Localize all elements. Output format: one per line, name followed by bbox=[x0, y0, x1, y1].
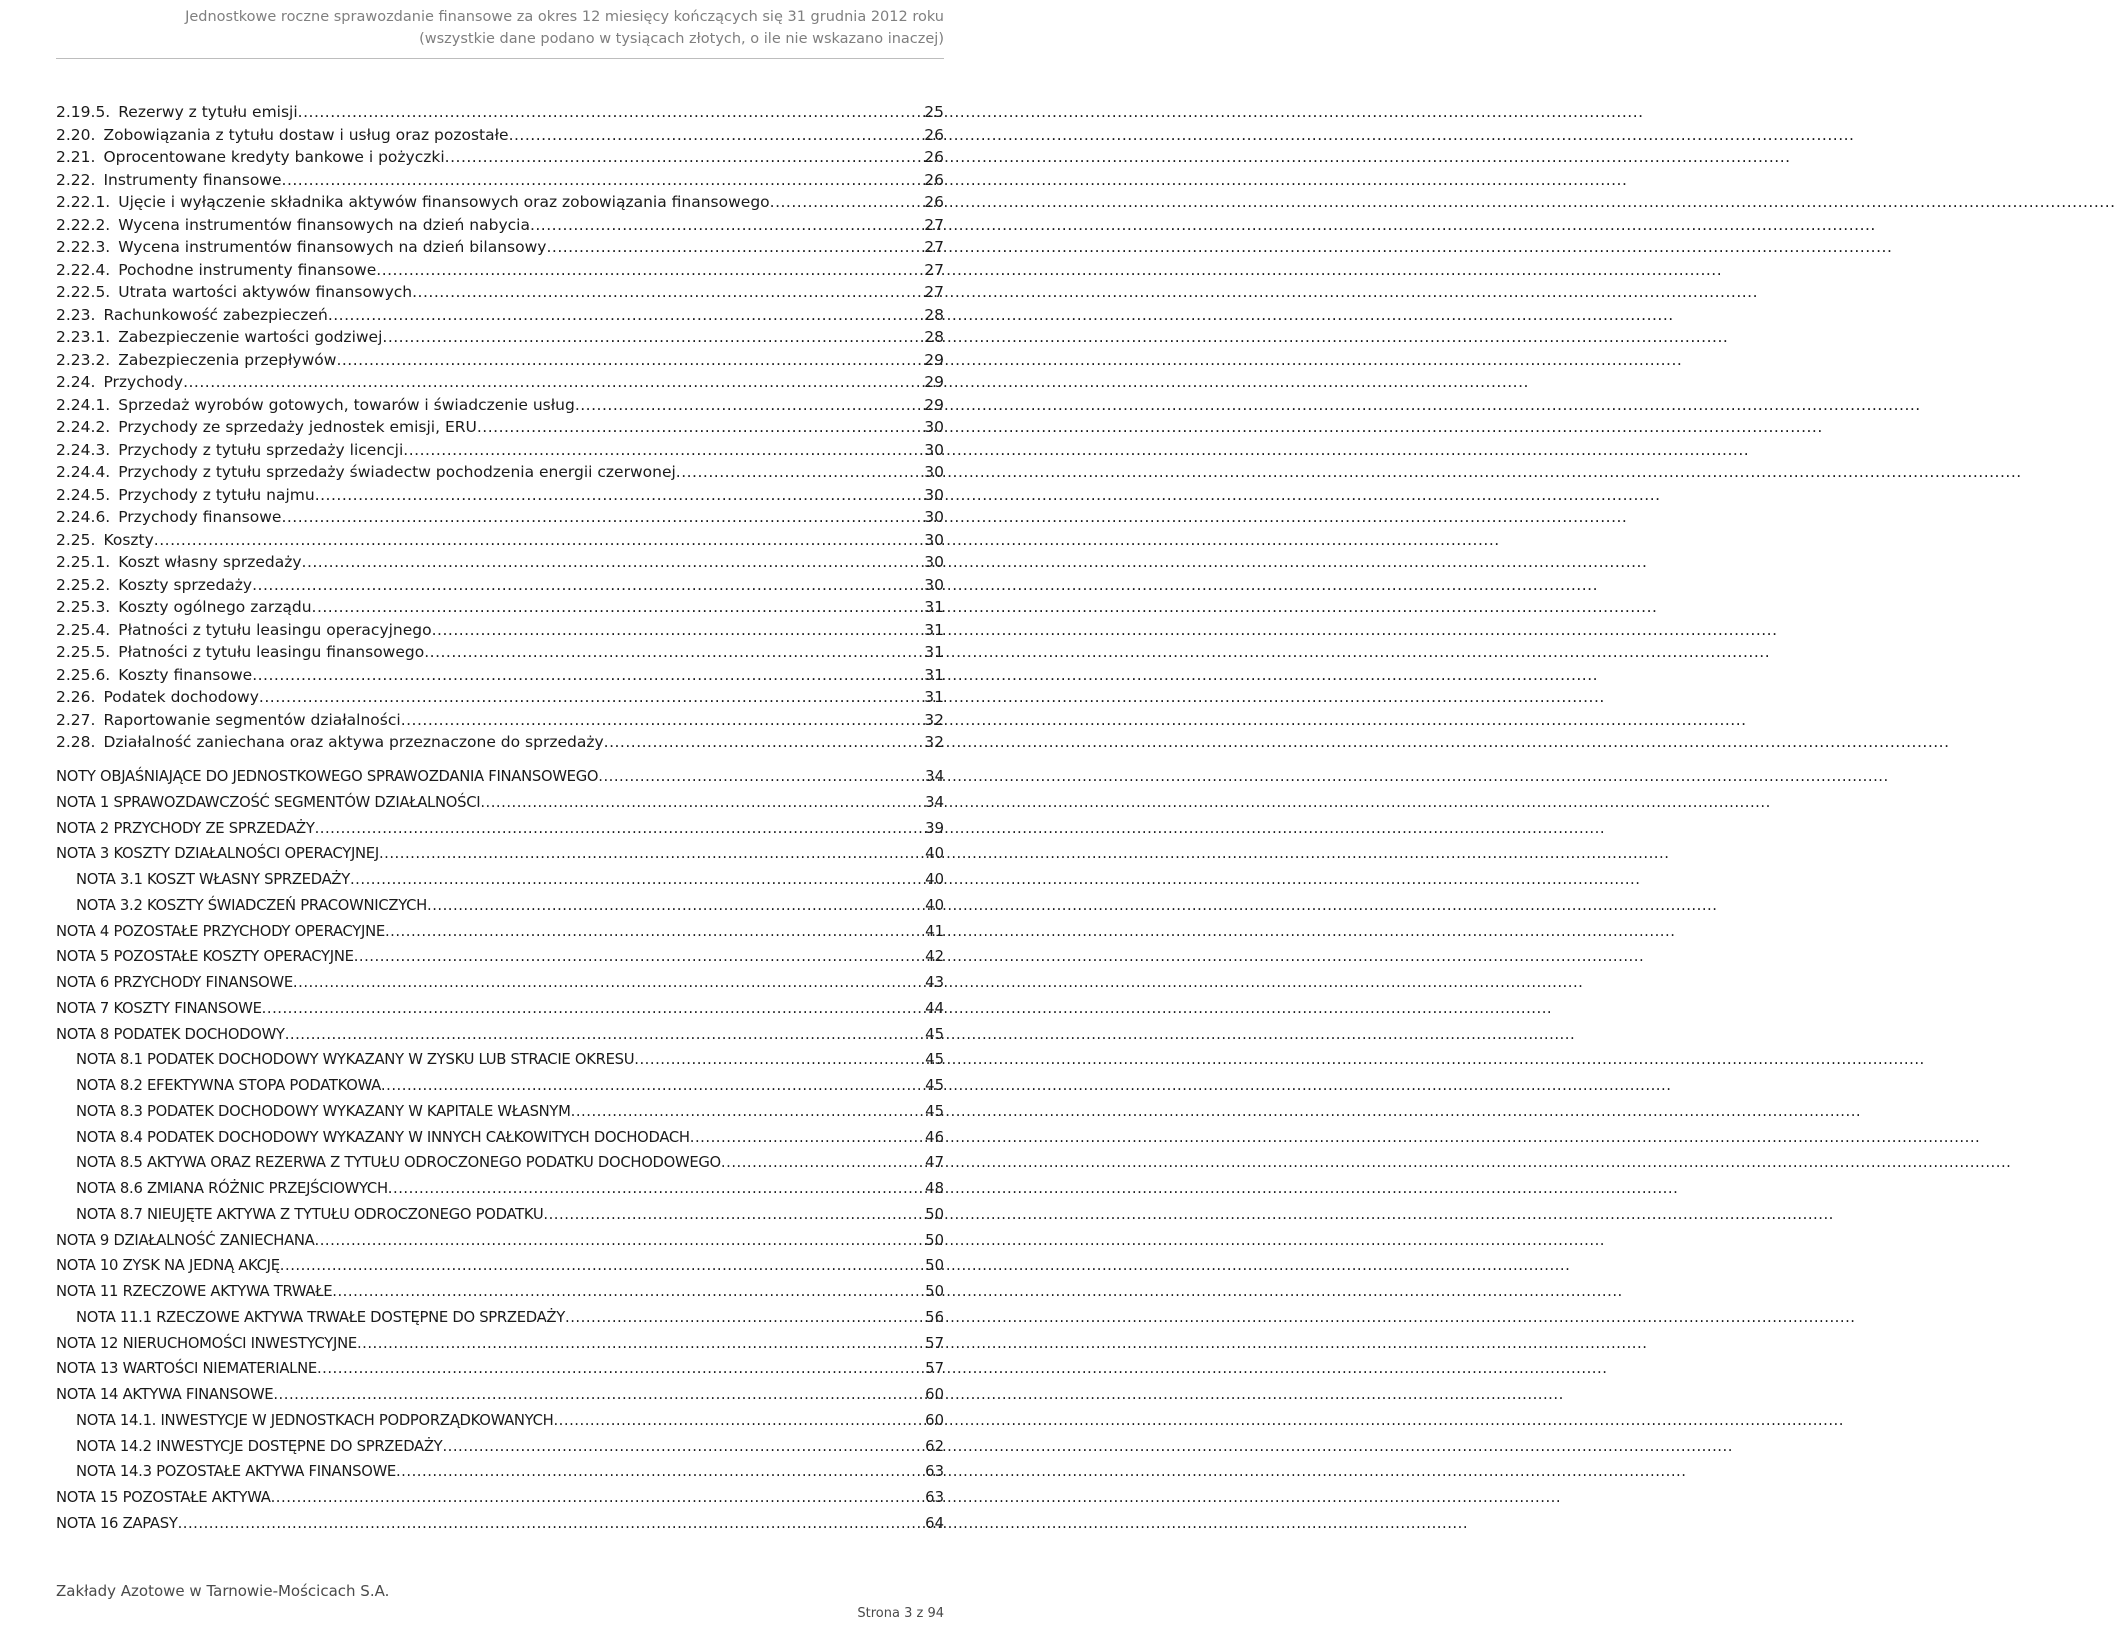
toc-entry[interactable] bbox=[76, 1178, 944, 1200]
toc-entry-page: 45 bbox=[925, 1077, 944, 1094]
toc-entry-page: 31 bbox=[924, 643, 944, 661]
toc-entry-title: NOTA 8.5 AKTYWA ORAZ REZERWA Z TYTUŁU ODROCZONEGO PODATKU DOCHODOWEGO bbox=[76, 1154, 721, 1172]
toc-entry-number: 2.24.5. bbox=[56, 485, 111, 504]
toc-entry[interactable] bbox=[56, 1255, 944, 1277]
toc-entry-title: Działalność zaniechana oraz aktywa przeznaczone do sprzedaży bbox=[103, 733, 604, 751]
toc-entry-page: 50 bbox=[925, 1231, 944, 1249]
toc-entry-page: 63 bbox=[925, 1489, 944, 1506]
toc-leader-dots bbox=[575, 394, 922, 416]
toc-entry-page: 27 bbox=[924, 283, 944, 301]
toc-leader-dots bbox=[509, 124, 923, 146]
toc-entry-page: 27 bbox=[924, 238, 944, 256]
toc-entry-title: NOTA 8.4 PODATEK DOCHODOWY WYKAZANY W INNYCH CAŁKOWITYCH DOCHODACH bbox=[76, 1128, 690, 1146]
toc-entry-title: NOTA 8.1 PODATEK DOCHODOWY WYKAZANY W ZYSKU LUB STRACIE OKRESU bbox=[76, 1051, 635, 1069]
toc-leader-dots bbox=[259, 686, 922, 708]
toc-entry-number: 2.23.1. bbox=[56, 328, 111, 346]
toc-leader-dots bbox=[281, 506, 922, 528]
toc-entry-number: 2.28. bbox=[56, 733, 96, 751]
toc-leader-dots bbox=[571, 1101, 924, 1123]
toc-entry-page: 26 bbox=[924, 170, 944, 189]
toc-entry-page: 64 bbox=[925, 1514, 944, 1532]
toc-entry-page: 30 bbox=[924, 440, 944, 459]
toc-entry[interactable] bbox=[56, 529, 944, 551]
toc-entry[interactable] bbox=[56, 1513, 944, 1535]
toc-entry-page: 57 bbox=[925, 1360, 944, 1378]
toc-leader-dots bbox=[317, 1358, 923, 1380]
toc-leader-dots bbox=[388, 1178, 923, 1200]
toc-entry-page: 34 bbox=[925, 793, 944, 811]
toc-entry-title: Zobowiązania z tytułu dostaw i usług oraz pozostałe bbox=[103, 125, 509, 144]
toc-entry-number: 2.25.5. bbox=[56, 643, 111, 661]
toc-entry-page: 31 bbox=[924, 620, 944, 639]
toc-entry-title: Przychody z tytułu najmu bbox=[118, 485, 315, 504]
toc-leader-dots bbox=[424, 641, 922, 663]
toc-leader-dots bbox=[412, 281, 922, 303]
toc-entry-title: NOTA 8.2 EFEKTYWNA STOPA PODATKOWA bbox=[76, 1077, 381, 1094]
toc-entry[interactable] bbox=[56, 439, 944, 461]
toc-entry[interactable] bbox=[56, 461, 944, 483]
toc-entry-title: NOTA 8.6 ZMIANA RÓŻNIC PRZEJŚCIOWYCH bbox=[76, 1180, 388, 1197]
toc-leader-dots bbox=[396, 1461, 923, 1483]
toc-entry-title: NOTY OBJAŚNIAJĄCE DO JEDNOSTKOWEGO SPRAWOZDANIA FINANSOWEGO bbox=[56, 768, 599, 785]
toc-leader-dots bbox=[293, 972, 923, 994]
toc-entry-title: Instrumenty finansowe bbox=[103, 170, 282, 189]
toc-entry-page: 31 bbox=[924, 688, 944, 706]
toc-entry-number: 2.22.5. bbox=[56, 283, 111, 301]
toc-entry-title: NOTA 8.3 PODATEK DOCHODOWY WYKAZANY W KAPITALE WŁASNYM bbox=[76, 1102, 571, 1120]
toc-entry-page: 27 bbox=[924, 215, 944, 234]
toc-leader-dots bbox=[332, 1281, 923, 1303]
toc-entry[interactable] bbox=[56, 484, 944, 506]
toc-entry[interactable] bbox=[56, 349, 944, 371]
toc-entry-page: 45 bbox=[925, 1102, 944, 1120]
toc-entry-page: 39 bbox=[925, 819, 944, 837]
toc-entry-title: Sprzedaż wyrobów gotowych, towarów i świadczenie usług bbox=[118, 395, 575, 414]
toc-entry-title: Koszty ogólnego zarządu bbox=[118, 598, 312, 616]
toc-leader-dots bbox=[676, 461, 922, 483]
toc-entry-title: NOTA 6 PRZYCHODY FINANSOWE bbox=[56, 974, 293, 991]
toc-leader-dots bbox=[252, 664, 922, 686]
toc-leader-dots bbox=[598, 766, 923, 788]
toc-entry[interactable] bbox=[56, 574, 944, 596]
toc-entry-number: 2.20. bbox=[56, 125, 96, 144]
toc-entry[interactable] bbox=[56, 371, 944, 393]
toc-leader-dots bbox=[403, 439, 922, 461]
toc-entry-title: NOTA 3.1 KOSZT WŁASNY SPRZEDAŻY bbox=[76, 871, 350, 888]
toc-leader-dots bbox=[376, 259, 922, 281]
toc-entry[interactable] bbox=[56, 1024, 944, 1046]
toc-entry-page: 63 bbox=[925, 1463, 944, 1481]
toc-entry[interactable] bbox=[56, 236, 944, 258]
toc-entry-title: NOTA 14 AKTYWA FINANSOWE bbox=[56, 1386, 274, 1403]
toc-entry-title: Rachunkowość zabezpieczeń bbox=[103, 305, 328, 324]
toc-entry-page: 31 bbox=[924, 665, 944, 684]
toc-entry-title: NOTA 12 NIERUCHOMOŚCI INWESTYCYJNE bbox=[56, 1334, 357, 1352]
toc-entry[interactable] bbox=[76, 1075, 944, 1097]
toc-entry-title: NOTA 8.7 NIEUJĘTE AKTYWA Z TYTUŁU ODROCZONEGO PODATKU bbox=[76, 1205, 544, 1223]
toc-entry-title: NOTA 14.2 INWESTYCJE DOSTĘPNE DO SPRZEDAŻY bbox=[76, 1437, 443, 1455]
toc-entry-title: NOTA 13 WARTOŚCI NIEMATERIALNE bbox=[56, 1360, 317, 1378]
toc-entry-title: Płatności z tytułu leasingu operacyjnego bbox=[118, 620, 432, 639]
toc-entry[interactable] bbox=[56, 124, 944, 146]
toc-entry-number: 2.23. bbox=[56, 305, 96, 324]
toc-entry-page: 57 bbox=[925, 1334, 944, 1352]
toc-leader-dots bbox=[282, 169, 923, 191]
toc-entry-number: 2.24.1. bbox=[56, 395, 111, 414]
toc-leader-dots bbox=[445, 146, 923, 168]
toc-entry-page: 50 bbox=[925, 1257, 944, 1275]
toc-entry-title: Koszty finansowe bbox=[118, 665, 253, 684]
toc-entry-number: 2.22.4. bbox=[56, 260, 111, 279]
toc-entry-page: 43 bbox=[925, 974, 944, 991]
toc-entry[interactable] bbox=[76, 1204, 944, 1226]
toc-entry-page: 50 bbox=[925, 1283, 944, 1300]
toc-leader-dots bbox=[721, 1152, 923, 1174]
toc-entry-page: 30 bbox=[924, 575, 944, 594]
toc-entry-page: 40 bbox=[925, 845, 944, 863]
toc-entry-page: 41 bbox=[925, 922, 944, 940]
toc-leader-dots bbox=[634, 1049, 923, 1071]
toc-entry-number: 2.24.2. bbox=[56, 418, 111, 436]
toc-entry-number: 2.22. bbox=[56, 170, 96, 189]
toc-entry-title: Przychody z tytułu sprzedaży licencji bbox=[118, 440, 404, 459]
toc-entry-number: 2.26. bbox=[56, 688, 96, 706]
toc-entry-page: 42 bbox=[925, 948, 944, 966]
toc-entry-page: 45 bbox=[925, 1025, 944, 1043]
toc-leader-dots bbox=[178, 1513, 924, 1535]
toc-entry[interactable] bbox=[76, 869, 944, 891]
toc-entry-title: NOTA 5 POZOSTAŁE KOSZTY OPERACYJNE bbox=[56, 948, 354, 966]
toc-leader-dots bbox=[328, 304, 922, 326]
toc-leader-dots bbox=[546, 236, 922, 258]
toc-entry[interactable] bbox=[56, 686, 944, 708]
toc-entry-title: Przychody finansowe bbox=[118, 508, 282, 526]
toc-entry-page: 50 bbox=[925, 1205, 944, 1223]
toc-entry[interactable] bbox=[56, 1358, 944, 1380]
toc-entry-number: 2.25.6. bbox=[56, 665, 111, 684]
toc-entry[interactable] bbox=[56, 1487, 944, 1509]
toc-entry-page: 32 bbox=[924, 710, 944, 729]
toc-entry-page: 44 bbox=[925, 999, 944, 1017]
toc-leader-dots bbox=[604, 731, 923, 753]
toc-entry[interactable] bbox=[76, 1152, 944, 1174]
toc-entry-page: 30 bbox=[924, 463, 944, 481]
toc-entry[interactable] bbox=[56, 596, 944, 618]
toc-entry-page: 32 bbox=[924, 733, 944, 751]
toc-entry-title: NOTA 10 ZYSK NA JEDNĄ AKCJĘ bbox=[56, 1257, 280, 1275]
toc-entry-title: NOTA 7 KOSZTY FINANSOWE bbox=[56, 999, 262, 1017]
toc-entry[interactable] bbox=[76, 1101, 944, 1123]
toc-entry-page: 29 bbox=[924, 395, 944, 414]
toc-entry-page: 26 bbox=[924, 193, 944, 211]
toc-entry-number: 2.19.5. bbox=[56, 103, 111, 121]
toc-entry-title: NOTA 11.1 RZECZOWE AKTYWA TRWAŁE DOSTĘPNE DO SPRZEDAŻY bbox=[76, 1308, 566, 1326]
toc-entry[interactable] bbox=[76, 1307, 944, 1329]
toc-entry[interactable] bbox=[56, 619, 944, 641]
toc-entry-number: 2.25. bbox=[56, 530, 96, 549]
toc-entry-title: NOTA 11 RZECZOWE AKTYWA TRWAŁE bbox=[56, 1283, 333, 1300]
toc-leader-dots bbox=[298, 101, 923, 123]
toc-entry-title: Koszt własny sprzedaży bbox=[118, 553, 302, 571]
toc-entry[interactable] bbox=[56, 394, 944, 416]
toc-entry-page: 47 bbox=[925, 1154, 944, 1172]
toc-entry-page: 56 bbox=[925, 1308, 944, 1326]
toc-entry-number: 2.25.4. bbox=[56, 620, 111, 639]
toc-entry-number: 2.24.4. bbox=[56, 463, 111, 481]
toc-entry-page: 27 bbox=[924, 260, 944, 279]
toc-entry[interactable] bbox=[56, 766, 944, 788]
toc-entry[interactable] bbox=[56, 551, 944, 573]
toc-entry-title: Koszty bbox=[103, 530, 154, 549]
toc-leader-dots bbox=[530, 214, 922, 236]
toc-entry[interactable] bbox=[56, 326, 944, 348]
toc-entry-page: 28 bbox=[924, 305, 944, 324]
toc-entry-title: NOTA 14.3 POZOSTAŁE AKTYWA FINANSOWE bbox=[76, 1463, 396, 1481]
header-title: Jednostkowe roczne sprawozdanie finansowe za okres 12 miesięcy kończących się 31 grudnia 2012 roku bbox=[185, 9, 944, 25]
toc-entry-page: 48 bbox=[925, 1180, 944, 1197]
toc-entry-page: 60 bbox=[925, 1386, 944, 1403]
toc-leader-dots bbox=[565, 1307, 923, 1329]
toc-entry-title: Ujęcie i wyłączenie składnika aktywów finansowych oraz zobowiązania finansowego bbox=[118, 193, 770, 211]
toc-entry[interactable] bbox=[76, 1049, 944, 1071]
toc-entry[interactable] bbox=[76, 1410, 944, 1432]
toc-entry-title: Wycena instrumentów finansowych na dzień bilansowy bbox=[118, 238, 547, 256]
toc-entry-title: Pochodne instrumenty finansowe bbox=[118, 260, 377, 279]
toc-entry-page: 29 bbox=[924, 350, 944, 369]
toc-leader-dots bbox=[357, 1333, 923, 1355]
toc-entry-page: 25 bbox=[924, 103, 944, 121]
toc-entry-title: Oprocentowane kredyty bankowe i pożyczki bbox=[103, 148, 445, 166]
toc-entry[interactable] bbox=[56, 843, 944, 865]
toc-leader-dots bbox=[354, 946, 923, 968]
toc-entry-page: 45 bbox=[925, 1051, 944, 1069]
toc-leader-dots bbox=[379, 843, 923, 865]
toc-leader-dots bbox=[262, 998, 924, 1020]
toc-leader-dots bbox=[271, 1487, 924, 1509]
toc-entry-title: Zabezpieczenia przepływów bbox=[118, 350, 337, 369]
toc-entry[interactable] bbox=[56, 709, 944, 731]
toc-entry[interactable] bbox=[76, 1127, 944, 1149]
toc-leader-dots bbox=[690, 1127, 923, 1149]
toc-leader-dots bbox=[381, 1075, 923, 1097]
toc-leader-dots bbox=[252, 574, 922, 596]
toc-entry-number: 2.22.2. bbox=[56, 215, 111, 234]
toc-entry-title: NOTA 9 DZIAŁALNOŚĆ ZANIECHANA bbox=[56, 1231, 315, 1249]
toc-entry[interactable] bbox=[56, 1333, 944, 1355]
toc-entry[interactable] bbox=[56, 998, 944, 1020]
toc-leader-dots bbox=[350, 869, 923, 891]
toc-entry-title: Przychody bbox=[103, 373, 184, 391]
toc-leader-dots bbox=[302, 551, 923, 573]
toc-entry-page: 30 bbox=[924, 530, 944, 549]
toc-entry-number: 2.24. bbox=[56, 373, 96, 391]
toc-entry[interactable] bbox=[56, 259, 944, 281]
toc-entry-title: NOTA 14.1. INWESTYCJE W JEDNOSTKACH PODPORZĄDKOWANYCH bbox=[76, 1411, 554, 1429]
toc-entry-page: 31 bbox=[924, 598, 944, 616]
toc-entry-page: 26 bbox=[924, 125, 944, 144]
toc-entry-title: Płatności z tytułu leasingu finansowego bbox=[118, 643, 425, 661]
toc-leader-dots bbox=[553, 1410, 923, 1432]
toc-entry[interactable] bbox=[56, 972, 944, 994]
toc-entry[interactable] bbox=[56, 416, 944, 438]
toc-entry-number: 2.25.3. bbox=[56, 598, 111, 616]
toc-entry[interactable] bbox=[56, 281, 944, 303]
toc-entry-title: Zabezpieczenie wartości godziwej bbox=[118, 328, 383, 346]
toc-leader-dots bbox=[315, 484, 923, 506]
toc-entry-number: 2.25.2. bbox=[56, 575, 111, 594]
toc-entry[interactable] bbox=[56, 731, 944, 753]
toc-entry[interactable] bbox=[56, 304, 944, 326]
toc-entry-page: 40 bbox=[925, 871, 944, 888]
toc-entry-page: 30 bbox=[924, 553, 944, 571]
toc-entry-page: 30 bbox=[924, 485, 944, 504]
toc-entry-number: 2.24.6. bbox=[56, 508, 111, 526]
toc-entry[interactable] bbox=[76, 1461, 944, 1483]
toc-entry-title: Podatek dochodowy bbox=[103, 688, 259, 706]
toc-entry-number: 2.24.3. bbox=[56, 440, 111, 459]
toc-entry[interactable] bbox=[56, 921, 944, 943]
footer-page-number: Strona 3 z 94 bbox=[857, 1606, 944, 1621]
toc-entry-title: NOTA 8 PODATEK DOCHODOWY bbox=[56, 1025, 285, 1043]
toc-entry-page: 40 bbox=[925, 896, 944, 914]
toc-entry[interactable] bbox=[76, 1436, 944, 1458]
toc-entry[interactable] bbox=[56, 146, 944, 168]
toc-leader-dots bbox=[770, 191, 923, 213]
toc-entry-title: NOTA 16 ZAPASY bbox=[56, 1514, 178, 1532]
header-divider bbox=[56, 58, 944, 59]
toc-leader-dots bbox=[401, 709, 923, 731]
toc-leader-dots bbox=[385, 921, 923, 943]
toc-entry-page: 28 bbox=[924, 328, 944, 346]
toc-entry[interactable] bbox=[76, 895, 944, 917]
toc-leader-dots bbox=[312, 596, 923, 618]
toc-entry-number: 2.22.1. bbox=[56, 193, 111, 211]
toc-entry-number: 2.23.2. bbox=[56, 350, 111, 369]
toc-entry[interactable] bbox=[56, 506, 944, 528]
toc-entry[interactable] bbox=[56, 1384, 944, 1406]
toc-entry-title: NOTA 1 SPRAWOZDAWCZOŚĆ SEGMENTÓW DZIAŁALNOŚCI bbox=[56, 793, 481, 811]
toc-entry-title: Wycena instrumentów finansowych na dzień nabycia bbox=[118, 215, 530, 234]
header-subtitle: (wszystkie dane podano w tysiącach złotych, o ile nie wskazano inaczej) bbox=[419, 31, 944, 47]
toc-leader-dots bbox=[543, 1204, 923, 1226]
toc-leader-dots bbox=[285, 1024, 923, 1046]
toc-entry-page: 62 bbox=[925, 1437, 944, 1455]
page-header bbox=[64, 6, 944, 50]
toc-entry[interactable] bbox=[56, 792, 944, 814]
toc-leader-dots bbox=[427, 895, 923, 917]
toc-leader-dots bbox=[480, 792, 923, 814]
toc-entry-number: 2.21. bbox=[56, 148, 96, 166]
toc-leader-dots bbox=[280, 1255, 923, 1277]
toc-entry[interactable] bbox=[56, 664, 944, 686]
toc-entry[interactable] bbox=[56, 191, 944, 213]
toc-entry-title: NOTA 15 POZOSTAŁE AKTYWA bbox=[56, 1489, 271, 1506]
toc-leader-dots bbox=[442, 1436, 923, 1458]
toc-entry-page: 30 bbox=[924, 418, 944, 436]
toc-leader-dots bbox=[382, 326, 922, 348]
toc-leader-dots bbox=[336, 349, 922, 371]
toc-leader-dots bbox=[315, 818, 924, 840]
toc-entry[interactable] bbox=[56, 641, 944, 663]
toc-leader-dots bbox=[315, 1230, 924, 1252]
toc-entry[interactable] bbox=[56, 169, 944, 191]
toc-entry-number: 2.27. bbox=[56, 710, 96, 729]
toc-entry[interactable] bbox=[56, 818, 944, 840]
toc-entry-page: 29 bbox=[924, 373, 944, 391]
toc-entry-title: Przychody ze sprzedaży jednostek emisji, ERU bbox=[118, 418, 477, 436]
toc-entry[interactable] bbox=[56, 101, 944, 123]
toc-entry-title: NOTA 4 POZOSTAŁE PRZYCHODY OPERACYJNE bbox=[56, 922, 385, 940]
toc-leader-dots bbox=[273, 1384, 923, 1406]
toc-entry-page: 34 bbox=[925, 768, 944, 785]
toc-entry-page: 46 bbox=[925, 1128, 944, 1146]
toc-entry[interactable] bbox=[56, 946, 944, 968]
toc-entry[interactable] bbox=[56, 214, 944, 236]
toc-entry[interactable] bbox=[56, 1230, 944, 1252]
toc-entry-title: Utrata wartości aktywów finansowych bbox=[118, 283, 413, 301]
toc-entry-page: 26 bbox=[924, 148, 944, 166]
toc-entry-number: 2.22.3. bbox=[56, 238, 111, 256]
footer-company: Zakłady Azotowe w Tarnowie-Mościcach S.A. bbox=[56, 1582, 390, 1600]
toc-entry-title: Rezerwy z tytułu emisji bbox=[118, 103, 298, 121]
toc-entry-title: NOTA 2 PRZYCHODY ZE SPRZEDAŻY bbox=[56, 819, 315, 837]
toc-leader-dots bbox=[477, 416, 922, 438]
toc-entry-title: Raportowanie segmentów działalności bbox=[103, 710, 401, 729]
toc-entry-title: Koszty sprzedaży bbox=[118, 575, 253, 594]
toc-leader-dots bbox=[183, 371, 922, 393]
toc-leader-dots bbox=[432, 619, 923, 641]
toc-entry-title: NOTA 3 KOSZTY DZIAŁALNOŚCI OPERACYJNEJ bbox=[56, 845, 379, 863]
toc-entry-title: Przychody z tytułu sprzedaży świadectw pochodzenia energii czerwonej bbox=[118, 463, 676, 481]
toc-leader-dots bbox=[154, 529, 922, 551]
toc-entry-page: 30 bbox=[924, 508, 944, 526]
toc-entry-number: 2.25.1. bbox=[56, 553, 111, 571]
toc-entry[interactable] bbox=[56, 1281, 944, 1303]
toc-entry-title: NOTA 3.2 KOSZTY ŚWIADCZEŃ PRACOWNICZYCH bbox=[76, 896, 427, 914]
toc-entry-page: 60 bbox=[925, 1411, 944, 1429]
